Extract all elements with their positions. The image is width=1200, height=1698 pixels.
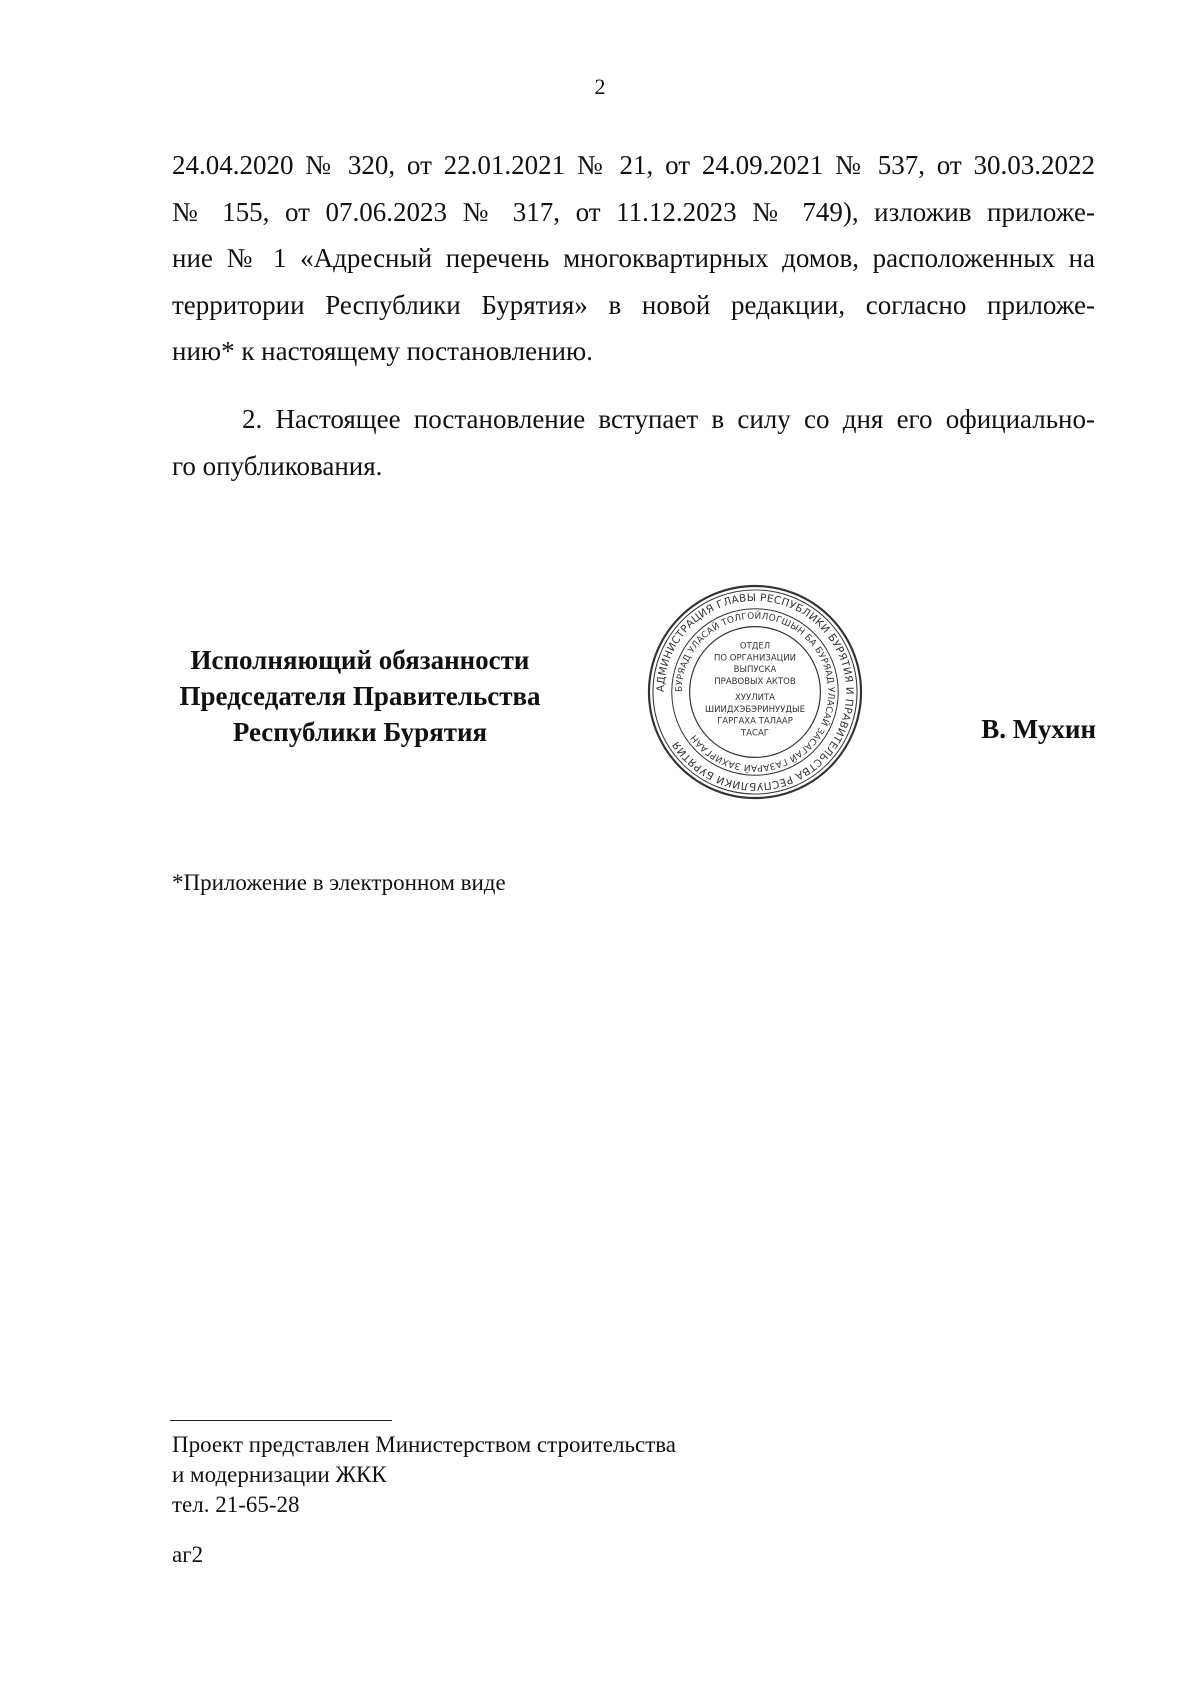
signer-title	[160, 642, 560, 750]
seal-center-line: ХУУЛИТА	[734, 692, 776, 703]
seal-center-line: ВЫПУСКА	[733, 665, 777, 676]
signer-title-line: Республики Бурятия	[232, 717, 488, 747]
appendix-footnote: *Приложение в электронном виде	[172, 870, 506, 895]
text-line: территории Республики Бурятия» в новой редакции, согласно приложе-	[172, 289, 1095, 320]
paragraph-effective-date	[172, 396, 1095, 489]
svg-text:БУРЯАД УЛАСАЙ ТОЛГОЙЛОГШЫН БА	[675, 610, 836, 775]
signer-name: В. Мухин	[981, 714, 1096, 744]
contact-block	[172, 1430, 676, 1520]
text-line: нию* к настоящему постановлению.	[172, 336, 593, 366]
text-line: ние № 1 «Адресный перечень многоквартирных домов, расположенных на	[172, 243, 1095, 273]
seal-center-line: ПРАВОВЫХ АКТОВ	[714, 677, 796, 688]
seal-center-line: ТАСАГ	[741, 728, 769, 739]
seal-inner-text: БУРЯАД УЛАСАЙ ТОЛГОЙЛОГШЫН БА БУРЯАД УЛАСАЙ ЗАСАГАЙ ГАЗАРАЙ ЗАХИРГААН	[674, 611, 836, 773]
seal-outer-text: АДМИНИСТРАЦИЯ ГЛАВЫ РЕСПУБЛИКИ БУРЯТИЯ И ПРАВИТЕЛЬСТВА РЕСПУБЛИКИ БУРЯТИЯ	[654, 591, 856, 793]
contact-phone: тел. 21-65-28	[172, 1492, 300, 1517]
text-line: 2. Настоящее постановление вступает в силу со дня его официально-	[242, 404, 1095, 434]
paragraph-amendments	[172, 142, 1095, 375]
document-code: аг2	[172, 1542, 204, 1567]
text-line: № 155, от 07.06.2023 № 317, от 11.12.2023 № 749), изложив приложе-	[172, 196, 1095, 227]
contact-line: и модернизации ЖКК	[172, 1462, 387, 1487]
text-line: 24.04.2020 № 320, от 22.01.2021 № 21, от 24.09.2021 № 537, от 30.03.2022	[172, 150, 1095, 180]
seal-center-line: ПО ОРГАНИЗАЦИИ	[713, 653, 797, 664]
signer-title-line: Председателя Правительства	[179, 681, 541, 711]
seal-center-line: ШИИДХЭБЭРИНУУДЫЕ	[705, 704, 805, 715]
text-line: го опубликования.	[172, 450, 383, 481]
footer-separator	[170, 1420, 392, 1421]
seal-center-line: ГАРГАХА ТАЛААР	[717, 716, 793, 727]
official-seal	[646, 583, 864, 801]
contact-line: Проект представлен Министерством строительства	[172, 1432, 677, 1457]
page-number: 2	[594, 74, 606, 99]
seal-center-line: ОТДЕЛ	[739, 641, 771, 652]
signer-title-line: Исполняющий обязанности	[190, 645, 530, 675]
